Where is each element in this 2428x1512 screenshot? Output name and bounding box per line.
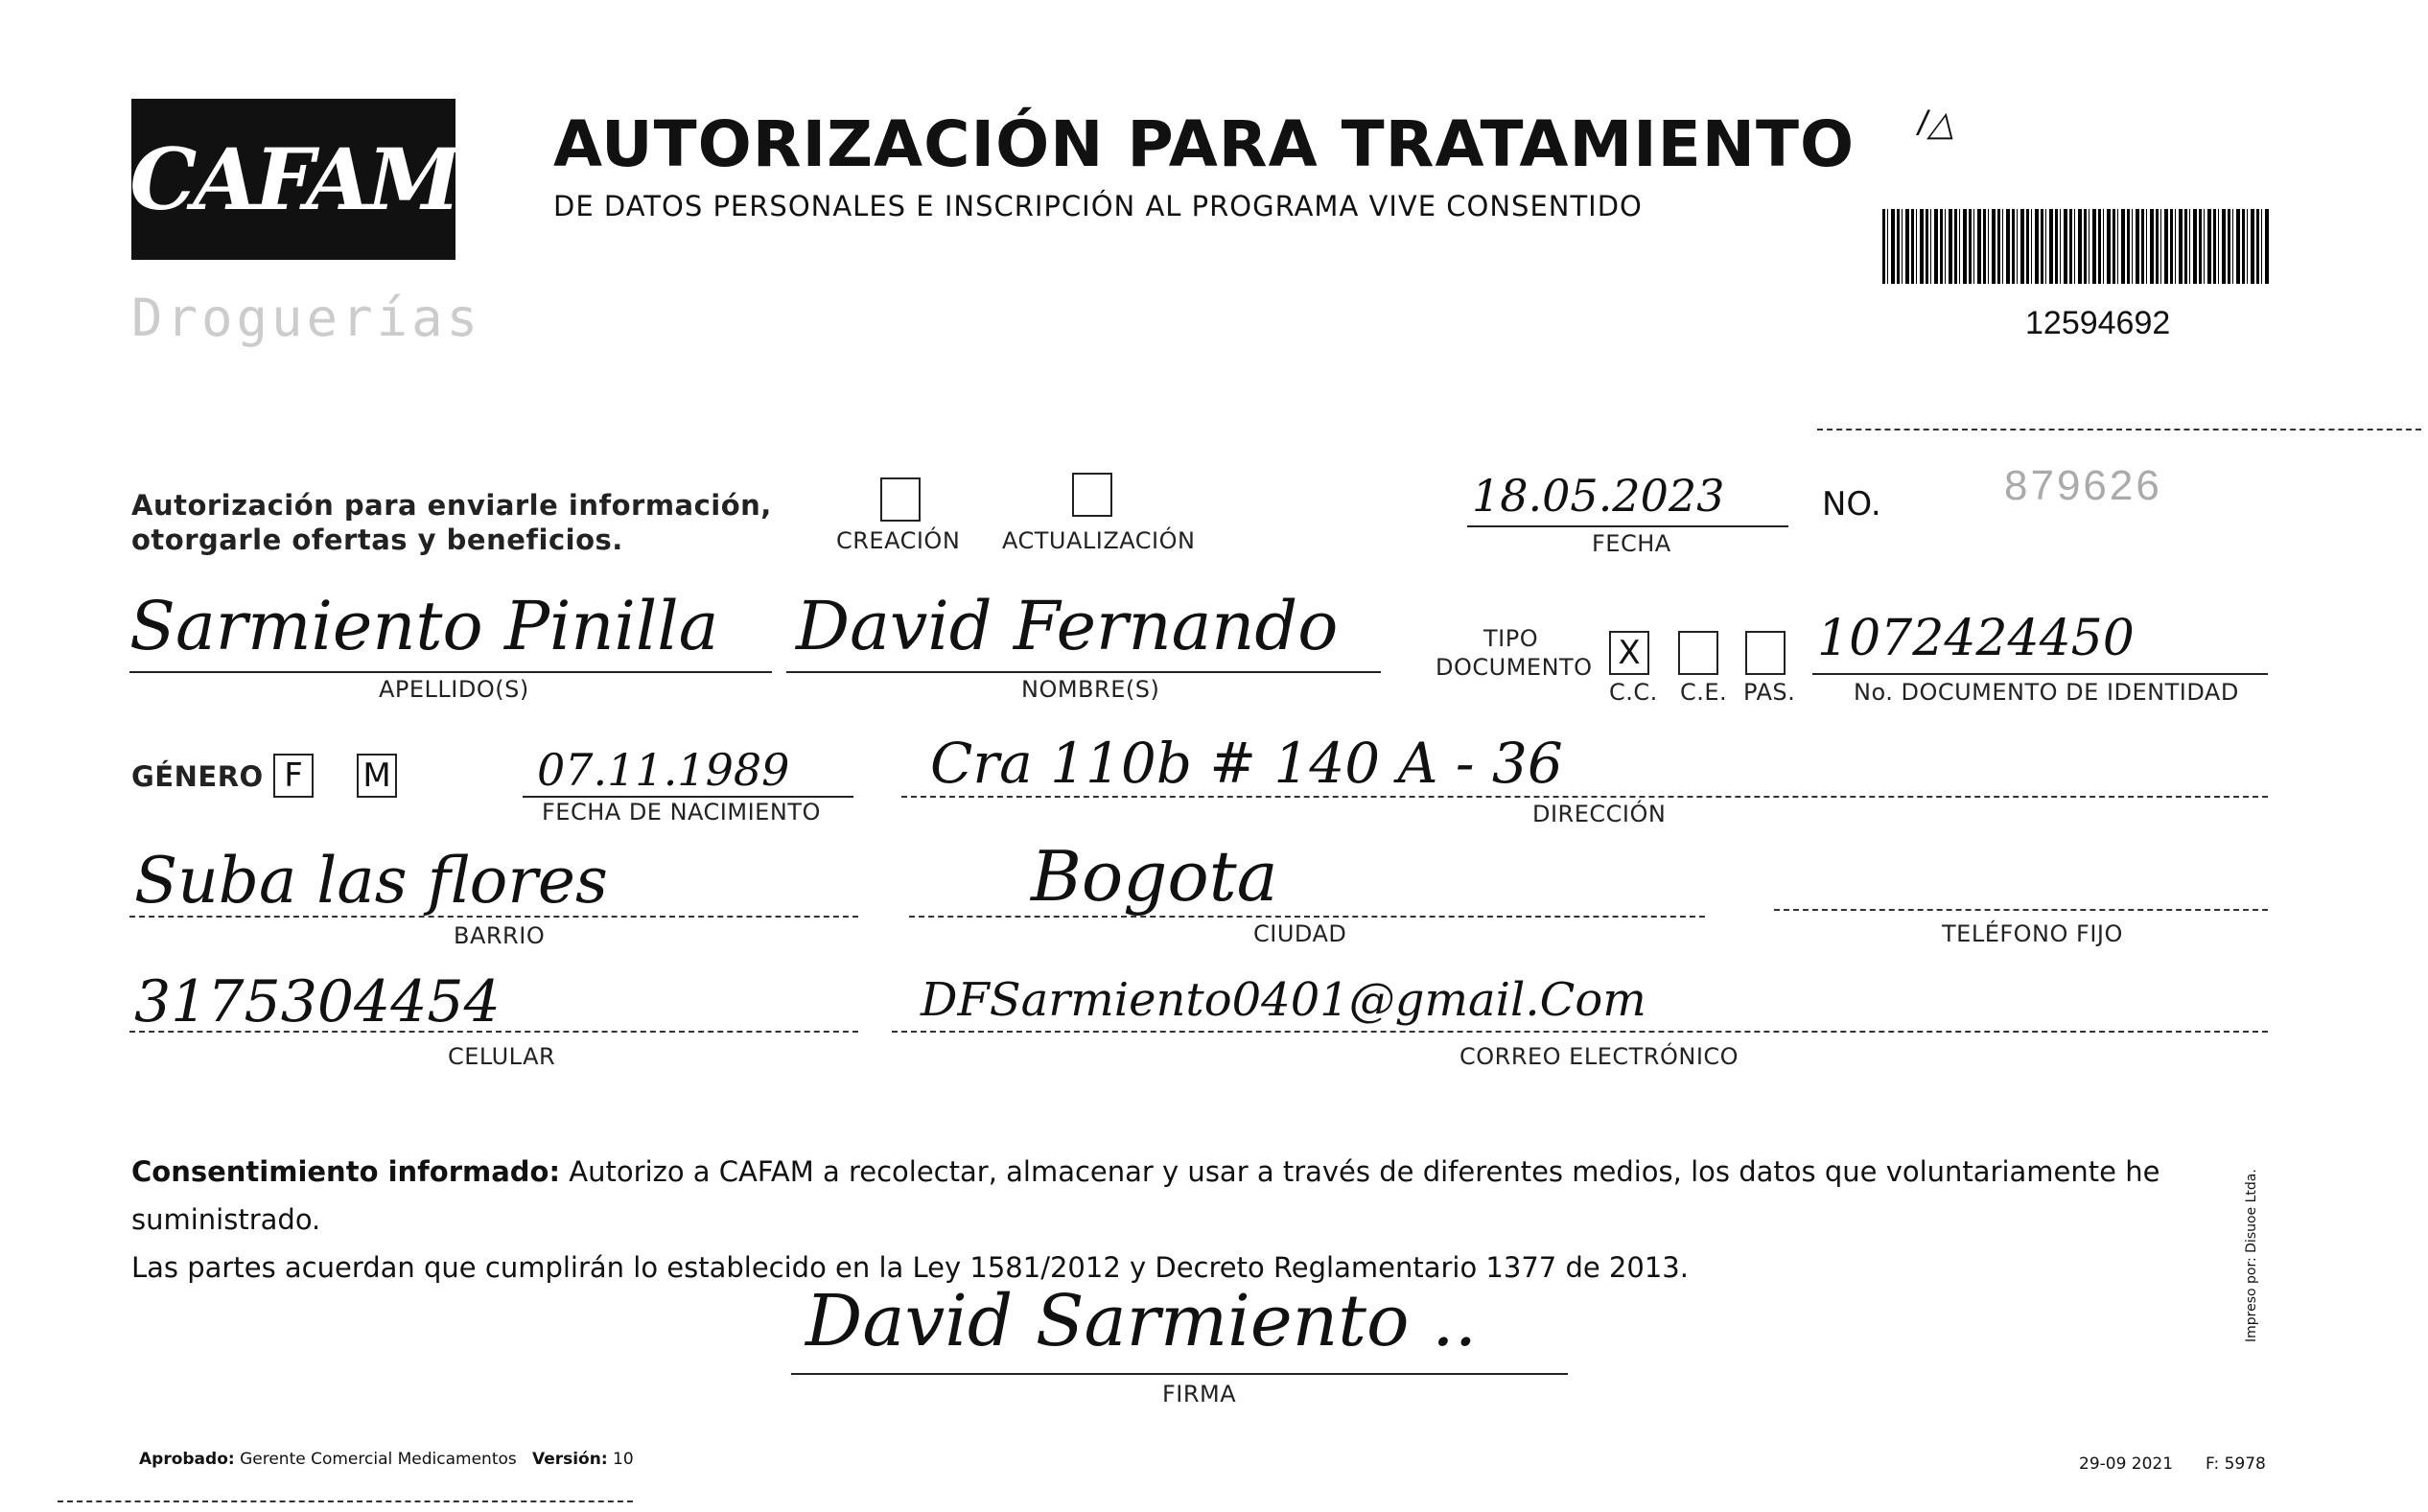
doc-type-label-2: DOCUMENTO xyxy=(1436,654,1593,681)
doc-pas-label: PAS. xyxy=(1743,679,1796,706)
auth-text-2: otorgarle ofertas y beneficios. xyxy=(131,523,623,556)
email-line xyxy=(892,1031,2268,1033)
email-value: DFSarmiento0401@gmail.Com xyxy=(921,973,1646,1027)
mobile-line xyxy=(129,1031,858,1033)
doc-type-label-1: TIPO xyxy=(1483,625,1539,652)
doc-number-label: No. DOCUMENTO DE IDENTIDAD xyxy=(1854,679,2239,706)
version-label: Versión: xyxy=(531,1450,608,1469)
gender-f-box[interactable]: F xyxy=(273,754,314,798)
birth-date-label: FECHA DE NACIMIENTO xyxy=(542,799,821,826)
footer-code: F: 5978 xyxy=(2206,1454,2266,1474)
city-value: Bogota xyxy=(1031,836,1278,917)
corner-mark: /△ xyxy=(1918,104,1954,143)
doc-pas-checkbox[interactable] xyxy=(1745,631,1786,675)
cafam-logo: CAFAM xyxy=(131,99,455,260)
signature-value: David Sarmiento .. xyxy=(805,1280,1478,1362)
consent-text-1: Autorizo a CAFAM a recolectar, almacenar y usar a través de diferentes medios, los datos que voluntariamente he suministrado. xyxy=(131,1155,2160,1236)
logo-subtitle: Droguerías xyxy=(131,288,482,348)
mobile-value: 3175304454 xyxy=(134,968,501,1035)
update-label: ACTUALIZACIÓN xyxy=(1002,527,1196,554)
names-line xyxy=(786,671,1381,673)
doc-ce-label: C.E. xyxy=(1680,679,1728,706)
bottom-dashed-line xyxy=(58,1500,633,1502)
date-line xyxy=(1467,525,1788,527)
barcode-number: 12594692 xyxy=(2025,305,2171,341)
approved-value: Gerente Comercial Medicamentos xyxy=(240,1450,517,1469)
footer-side-text: Impreso por: Disuoe Ltda. xyxy=(2244,1169,2259,1342)
top-dashed-line xyxy=(1817,429,2421,430)
no-value: 879626 xyxy=(2004,462,2162,509)
gender-label: GÉNERO xyxy=(131,760,264,793)
city-label: CIUDAD xyxy=(1253,920,1347,947)
date-label: FECHA xyxy=(1592,530,1671,557)
form-subtitle: DE DATOS PERSONALES E INSCRIPCIÓN AL PROGRAMA VIVE CONSENTIDO xyxy=(553,190,1643,222)
phone-label: TELÉFONO FIJO xyxy=(1942,920,2123,947)
doc-number-line xyxy=(1812,673,2268,675)
names-value: David Fernando xyxy=(796,587,1339,665)
creation-checkbox[interactable] xyxy=(880,477,921,522)
no-label: NO. xyxy=(1822,485,1881,523)
birth-date-value: 07.11.1989 xyxy=(537,744,790,796)
doc-cc-label: C.C. xyxy=(1609,679,1658,706)
doc-number-value: 1072424450 xyxy=(1817,610,2135,667)
barcode xyxy=(1882,209,2271,284)
city-line xyxy=(909,916,1705,918)
mobile-label: CELULAR xyxy=(448,1043,556,1070)
creation-label: CREACIÓN xyxy=(836,527,961,554)
neighborhood-label: BARRIO xyxy=(454,922,546,949)
email-label: CORREO ELECTRÓNICO xyxy=(1459,1043,1739,1070)
consent-text-2: Las partes acuerdan que cumplirán lo establecido en la Ley 1581/2012 y Decreto Reglamentario 1377 de 2013. xyxy=(131,1251,1689,1284)
form-title: AUTORIZACIÓN PARA TRATAMIENTO xyxy=(553,107,1856,181)
update-checkbox[interactable] xyxy=(1072,473,1112,517)
surnames-line xyxy=(129,671,772,673)
version-value: 10 xyxy=(613,1450,634,1469)
birth-date-line xyxy=(523,796,853,798)
gender-m-box[interactable]: M xyxy=(357,754,397,798)
footer-date: 29-09 2021 xyxy=(2079,1454,2174,1474)
signature-line xyxy=(791,1373,1568,1375)
neighborhood-line xyxy=(129,916,858,918)
doc-cc-checkbox[interactable]: X xyxy=(1609,631,1649,675)
address-value: Cra 110b # 140 A - 36 xyxy=(930,731,1563,796)
signature-label: FIRMA xyxy=(1162,1381,1237,1407)
date-value: 18.05.2023 xyxy=(1472,470,1725,522)
neighborhood-value: Suba las flores xyxy=(134,844,608,918)
surnames-label: APELLIDO(S) xyxy=(379,676,529,703)
footer-approved xyxy=(139,1450,634,1469)
surnames-value: Sarmiento Pinilla xyxy=(129,587,719,665)
consent-heading: Consentimiento informado: xyxy=(131,1155,561,1188)
address-line xyxy=(901,796,2268,798)
approved-label: Aprobado: xyxy=(139,1450,235,1469)
names-label: NOMBRE(S) xyxy=(1021,676,1160,703)
doc-ce-checkbox[interactable] xyxy=(1678,631,1718,675)
phone-line xyxy=(1774,909,2268,911)
address-label: DIRECCIÓN xyxy=(1532,801,1667,827)
consent-text xyxy=(131,1148,2279,1291)
auth-text-1: Autorización para enviarle información, xyxy=(131,489,772,522)
